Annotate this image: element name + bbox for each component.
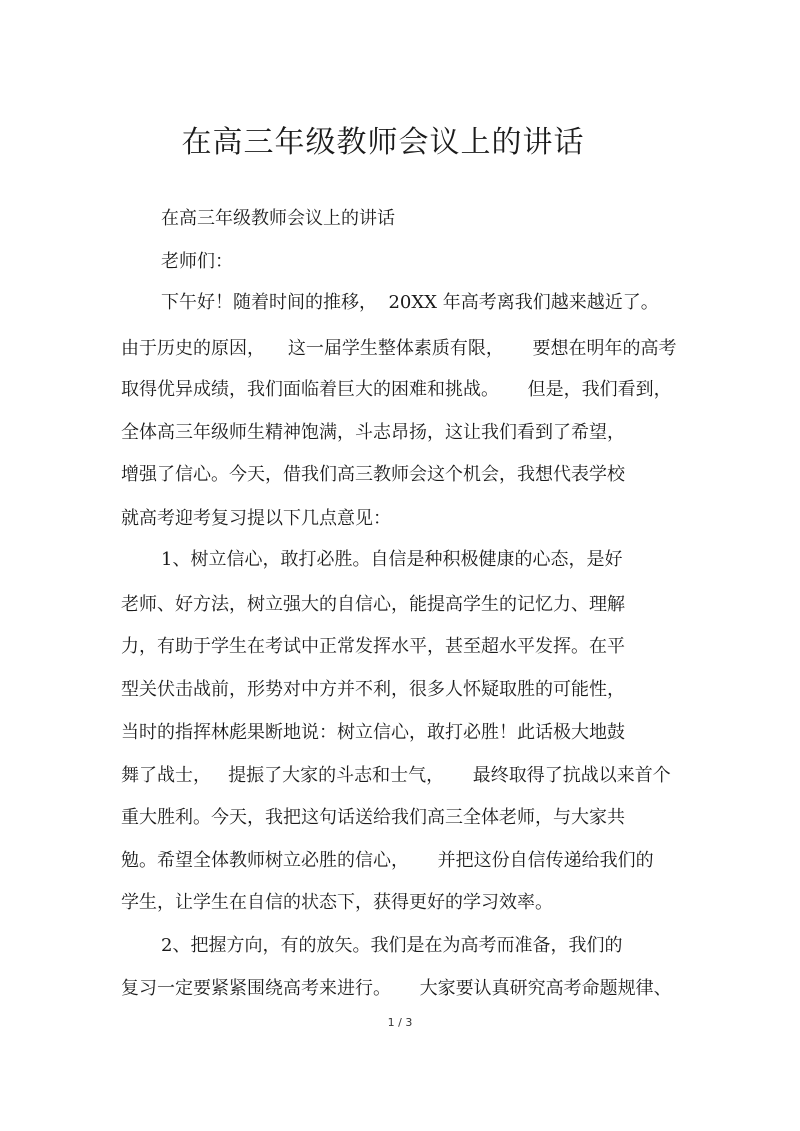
body-line: 就高考迎考复习提以下几点意见： bbox=[121, 508, 391, 529]
body-line: 由于历史的原因， 这一届学生整体素质有限， 要想在明年的高考 bbox=[121, 338, 677, 359]
body-line: 增强了信心。今天，借我们高三教师会这个机会，我想代表学校 bbox=[121, 464, 625, 485]
document-title: 在高三年级教师会议上的讲话 bbox=[181, 125, 585, 160]
subtitle-line: 在高三年级教师会议上的讲话 bbox=[161, 208, 395, 229]
body-line: 老师、好方法，树立强大的自信心，能提高学生的记忆力、理解 bbox=[121, 594, 625, 615]
body-line: 当时的指挥林彪果断地说：树立信心，敢打必胜！此话极大地鼓 bbox=[121, 722, 625, 743]
body-line: 下午好！随着时间的推移， 20XX 年高考离我们越来越近了。 bbox=[161, 292, 659, 313]
body-line: 舞了战士， 提振了大家的斗志和士气， 最终取得了抗战以来首个 bbox=[121, 765, 671, 786]
point-1-line: 1、树立信心，敢打必胜。自信是种积极健康的心态，是好 bbox=[161, 549, 623, 570]
body-line: 取得优异成绩，我们面临着巨大的困难和挑战。 但是，我们看到， bbox=[121, 379, 672, 400]
body-line: 全体高三年级师生精神饱满，斗志昂扬，这让我们看到了希望， bbox=[121, 422, 625, 443]
body-line: 型关伏击战前，形势对中方并不利，很多人怀疑取胜的可能性， bbox=[121, 679, 625, 700]
body-line: 勉。希望全体教师树立必胜的信心， 并把这份自信传递给我们的 bbox=[121, 850, 654, 871]
body-line: 复习一定要紧紧围绕高考来进行。 大家要认真研究高考命题规律、 bbox=[121, 978, 672, 999]
page-indicator: 1 / 3 bbox=[387, 1016, 413, 1029]
body-line: 重大胜利。今天，我把这句话送给我们高三全体老师，与大家共 bbox=[121, 807, 625, 828]
body-line: 学生，让学生在自信的状态下，获得更好的学习效率。 bbox=[121, 892, 553, 913]
body-line: 力，有助于学生在考试中正常发挥水平，甚至超水平发挥。在平 bbox=[121, 636, 625, 657]
salutation-line: 老师们： bbox=[161, 251, 233, 272]
point-2-line: 2、把握方向，有的放矢。我们是在为高考而准备，我们的 bbox=[161, 935, 623, 956]
